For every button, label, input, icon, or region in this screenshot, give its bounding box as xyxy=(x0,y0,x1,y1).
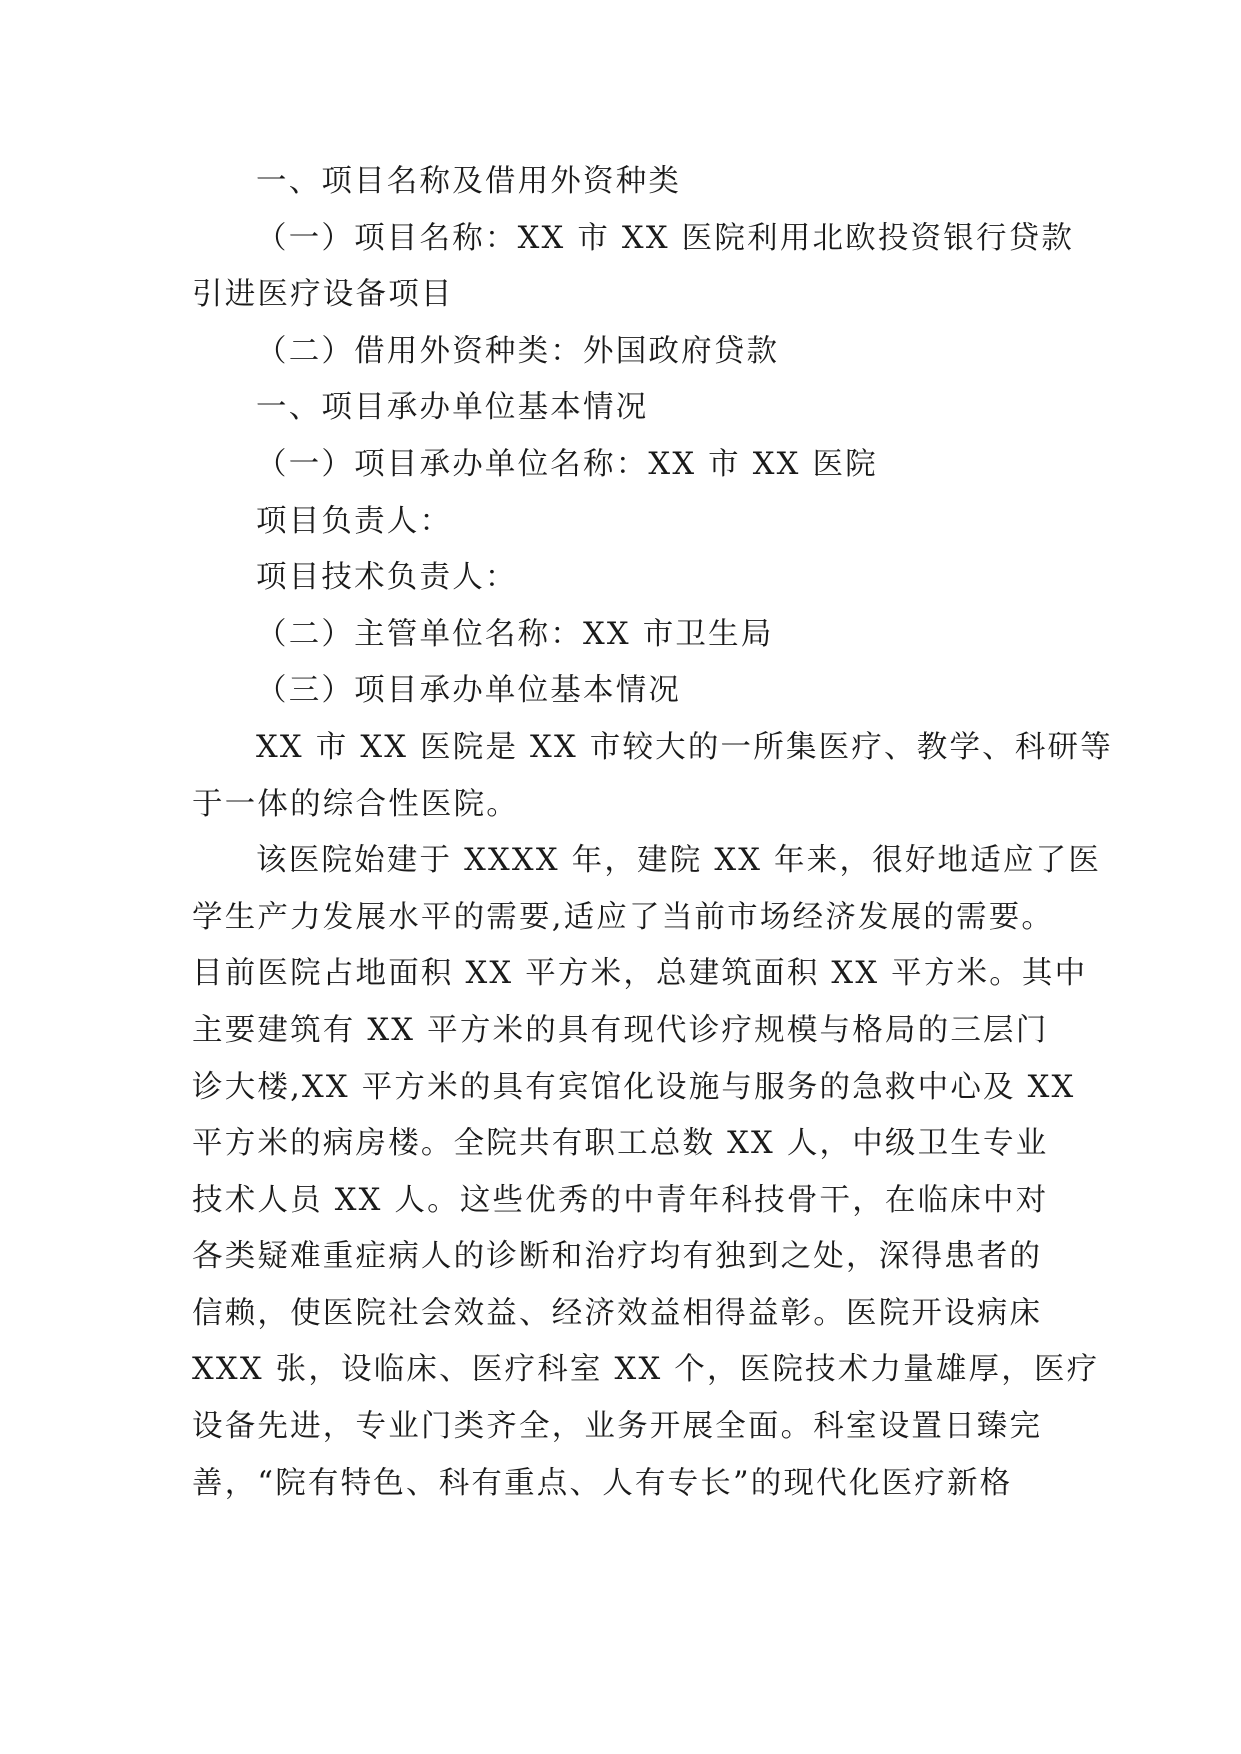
foreign-capital-type-line: （二）借用外资种类：外国政府贷款 xyxy=(256,333,780,369)
paragraph-hospital-intro xyxy=(192,720,1113,833)
technical-leader-line: 项目技术负责人： xyxy=(256,560,518,596)
paragraph-hospital-history xyxy=(192,833,1102,1512)
supervisor-unit-line: （二）主管单位名称：XX 市卫生局 xyxy=(256,616,774,652)
paragraph-line: 目前医院占地面积 XX 平方米，总建筑面积 XX 平方米。其中 xyxy=(192,956,1088,992)
paragraph-line: 诊大楼,XX 平方米的具有宾馆化设施与服务的急救中心及 XX xyxy=(192,1069,1076,1105)
paragraph-line: 善，“院有特色、科有重点、人有专长”的现代化医疗新格 xyxy=(192,1465,1013,1501)
paragraph-line: 信赖，使医院社会效益、经济效益相得益彰。医院开设病床 xyxy=(192,1295,1043,1331)
paragraph-line: XX 市 XX 医院是 XX 市较大的一所集医疗、教学、科研等 xyxy=(256,729,1113,765)
paragraph-line: 平方米的病房楼。全院共有职工总数 XX 人，中级卫生专业 xyxy=(192,1126,1049,1162)
paragraph-line: XXX 张，设临床、医疗科室 XX 个，医院技术力量雄厚，医疗 xyxy=(192,1352,1100,1388)
paragraph-line: 技术人员 XX 人。这些优秀的中青年科技骨干，在临床中对 xyxy=(192,1182,1049,1218)
project-name-line: （一）项目名称：XX 市 XX 医院利用北欧投资银行贷款 xyxy=(256,220,1075,256)
paragraph-line: 主要建筑有 XX 平方米的具有现代诊疗规模与格局的三层门 xyxy=(192,1012,1049,1048)
paragraph-line: 该医院始建于 XXXX 年，建院 XX 年来，很好地适应了医 xyxy=(256,843,1102,879)
paragraph-line: 于一体的综合性医院。 xyxy=(192,786,519,822)
subsection-heading-3: （三）项目承办单位基本情况 xyxy=(256,673,682,709)
project-leader-line: 项目负责人： xyxy=(256,503,453,539)
organizer-name-line: （一）项目承办单位名称：XX 市 XX 医院 xyxy=(256,446,878,482)
section-heading-2: 一、项目承办单位基本情况 xyxy=(256,390,649,426)
paragraph-line: 设备先进，专业门类齐全，业务开展全面。科室设置日臻完 xyxy=(192,1409,1043,1445)
paragraph-line: 学生产力发展水平的需要,适应了当前市场经济发展的需要。 xyxy=(192,899,1055,935)
paragraph-line: 各类疑难重症病人的诊断和治疗均有独到之处，深得患者的 xyxy=(192,1239,1043,1275)
section-heading-1: 一、项目名称及借用外资种类 xyxy=(256,164,682,199)
document-page xyxy=(192,154,1113,1512)
project-name-continuation: 引进医疗设备项目 xyxy=(192,277,454,313)
